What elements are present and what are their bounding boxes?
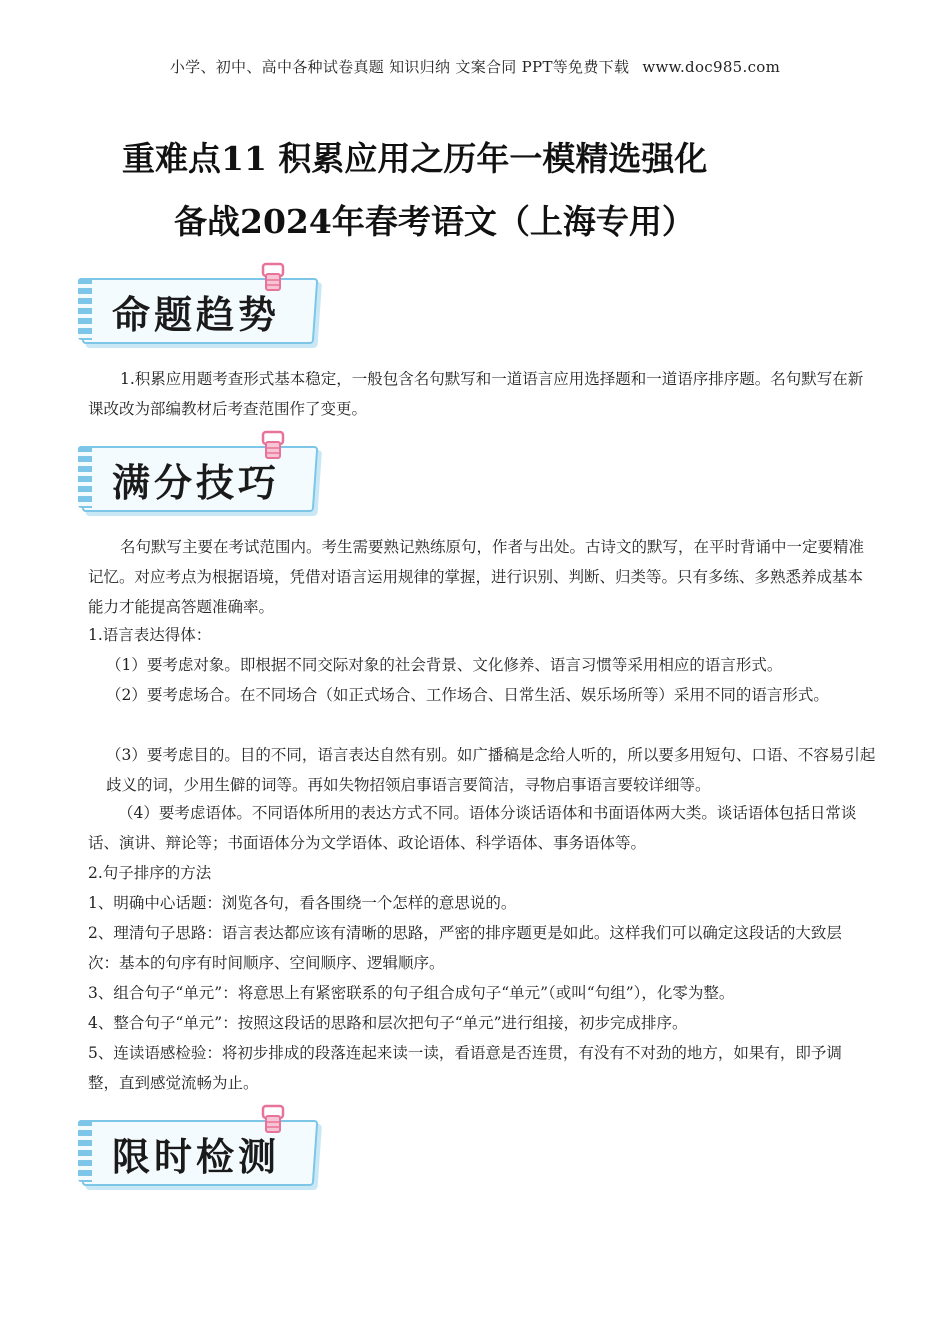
tips-heading-1: 1.语言表达得体： <box>88 626 212 644</box>
tips-point-4: （4）要考虑语体。不同语体所用的表达方式不同。语体分谈话语体和书面语体两大类。谈话语体包括日常谈话、演讲、辩论等；书面语体分为文学语体、政论语体、科学语体、事务语体等。 <box>88 804 857 852</box>
section-banner-trend <box>78 262 328 350</box>
trend-body: 1.积累应用题考查形式基本稳定，一般包含名句默写和一道语言应用选择题和一道语序排序题。名句默写在新课改改为部编教材后考查范围作了变更。 <box>88 370 864 418</box>
doc-title-line1: 重难点11 积累应用之历年一模精选强化 <box>122 139 708 178</box>
page-header <box>0 56 950 77</box>
doc-title-line2: 备战2024年春考语文（上海专用） <box>174 202 695 241</box>
section-label: 命题趋势 <box>112 293 281 337</box>
tips-point-3: （3）要考虑目的。目的不同，语言表达自然有别。如广播稿是念给人听的，所以要多用短句、口语、不容易引起歧义的词，少用生僻的词等。再如失物招领启事语言要简洁，寻物启事语言要较详细等。 <box>106 746 876 794</box>
tips-point-1: （1）要考虑对象。即根据不同交际对象的社会背景、文化修养、语言习惯等采用相应的语言形式。 <box>106 656 783 674</box>
order-step-5: 5、连读语感检验：将初步排成的段落连起来读一读，看语意是否连贯，有没有不对劲的地方，如果有，即予调整，直到感觉流畅为止。 <box>88 1044 842 1092</box>
order-step-4: 4、整合句子“单元”：按照这段话的思路和层次把句子“单元”进行组接，初步完成排序。 <box>88 1014 688 1032</box>
tips-point-2: （2）要考虑场合。在不同场合（如正式场合、工作场合、日常生活、娱乐场所等）采用不同的语言形式。 <box>106 686 829 704</box>
tips-heading-2: 2.句子排序的方法 <box>88 864 212 882</box>
order-step-1: 1、明确中心话题：浏览各句，看各围绕一个怎样的意思说的。 <box>88 894 517 912</box>
header-url[interactable]: www.doc985.com <box>642 58 781 76</box>
header-text: 小学、初中、高中各种试卷真题 知识归纳 文案合同 PPT等免费下载 <box>169 58 630 76</box>
section-banner-test <box>78 1104 328 1192</box>
order-step-2: 2、理清句子思路：语言表达都应该有清晰的思路，严密的排序题更是如此。这样我们可以确定这段话的大致层次：基本的句序有时间顺序、空间顺序、逻辑顺序。 <box>88 924 842 972</box>
order-step-3: 3、组合句子“单元”：将意思上有紧密联系的句子组合成句子“单元”（或叫“句组”），化零为整。 <box>88 984 735 1002</box>
tips-intro: 名句默写主要在考试范围内。考生需要熟记熟练原句，作者与出处。古诗文的默写，在平时背诵中一定要精准记忆。对应考点为根据语境，凭借对语言运用规律的掌握，进行识别、判断、归类等。只有多练、多熟悉养成基本能力才能提高答题准确率。 <box>88 538 865 616</box>
section-label: 满分技巧 <box>112 461 281 505</box>
section-banner-tips <box>78 430 328 518</box>
section-label: 限时检测 <box>112 1135 281 1179</box>
